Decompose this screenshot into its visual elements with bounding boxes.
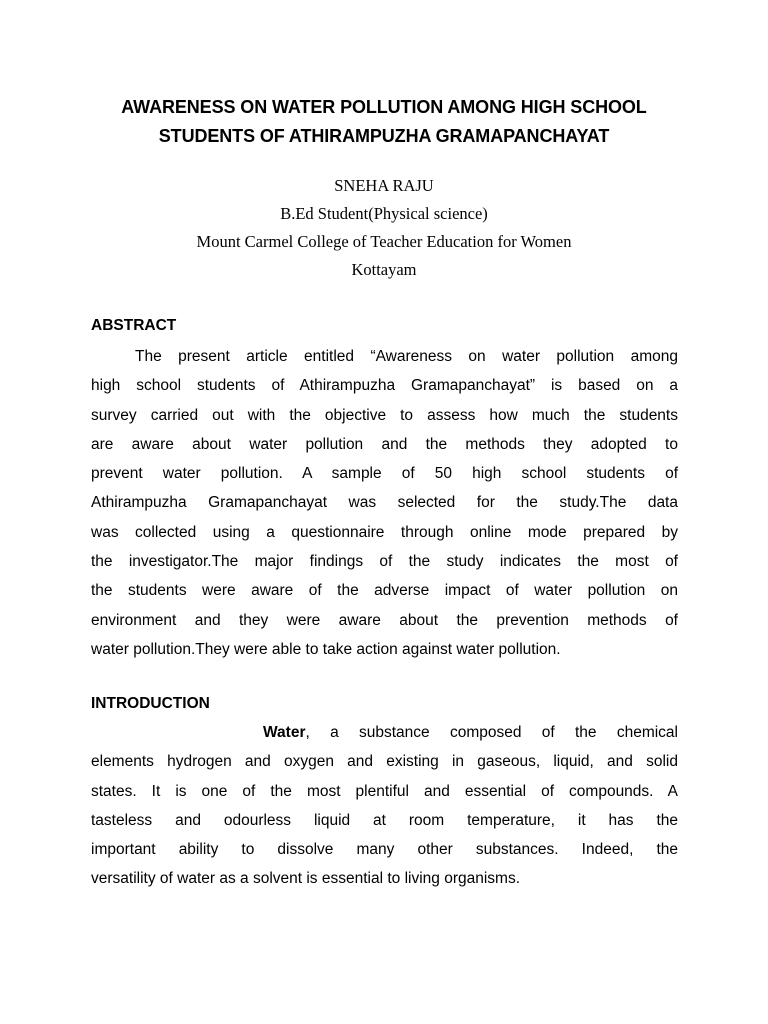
- introduction-first-word: Water: [263, 724, 306, 741]
- introduction-line: important ability to dissolve many other substances. Indeed, the: [91, 841, 678, 859]
- introduction-paragraph: [91, 718, 678, 894]
- introduction-first-line: [91, 718, 678, 747]
- abstract-paragraph: [91, 342, 678, 664]
- introduction-line: versatility of water as a solvent is essential to living organisms.: [91, 870, 521, 888]
- introduction-line: states. It is one of the most plentiful and essential of compounds. A: [91, 782, 678, 800]
- introduction-line: elements hydrogen and oxygen and existing in gaseous, liquid, and solid: [91, 753, 678, 771]
- introduction-heading: INTRODUCTION: [91, 695, 210, 712]
- author-block: [40, 172, 728, 284]
- abstract-line: water pollution.They were able to take action against water pollution.: [91, 640, 561, 658]
- abstract-line: high school students of Athirampuzha Gramapanchayat” is based on a: [91, 377, 678, 395]
- abstract-line: are aware about water pollution and the methods they adopted to: [91, 435, 678, 453]
- author-city: Kottayam: [351, 260, 417, 279]
- abstract-line: the investigator.The major findings of the study indicates the most of: [91, 553, 678, 571]
- author-name: SNEHA RAJU: [334, 176, 434, 195]
- abstract-line: the students were aware of the adverse impact of water pollution on: [91, 582, 678, 600]
- abstract-line: Athirampuzha Gramapanchayat was selected for the study.The data: [91, 494, 678, 512]
- abstract-line: was collected using a questionnaire through online mode prepared by: [91, 523, 678, 541]
- author-role: B.Ed Student(Physical science): [280, 204, 488, 223]
- paper-title: [40, 93, 728, 151]
- title-line-1: AWARENESS ON WATER POLLUTION AMONG HIGH SCHOOL: [121, 97, 647, 117]
- abstract-line: prevent water pollution. A sample of 50 high school students of: [91, 465, 678, 483]
- introduction-first-line-rest: , a substance composed of the chemical: [305, 724, 678, 741]
- title-line-2: STUDENTS OF ATHIRAMPUZHA GRAMAPANCHAYAT: [158, 126, 610, 146]
- author-institution: Mount Carmel College of Teacher Education for Women: [196, 232, 572, 251]
- abstract-line: survey carried out with the objective to assess how much the students: [91, 406, 678, 424]
- abstract-line: The present article entitled “Awareness on water pollution among: [135, 348, 678, 365]
- abstract-line: environment and they were aware about the prevention methods of: [91, 611, 678, 629]
- introduction-line: tasteless and odourless liquid at room temperature, it has the: [91, 811, 678, 829]
- abstract-heading: ABSTRACT: [91, 317, 177, 334]
